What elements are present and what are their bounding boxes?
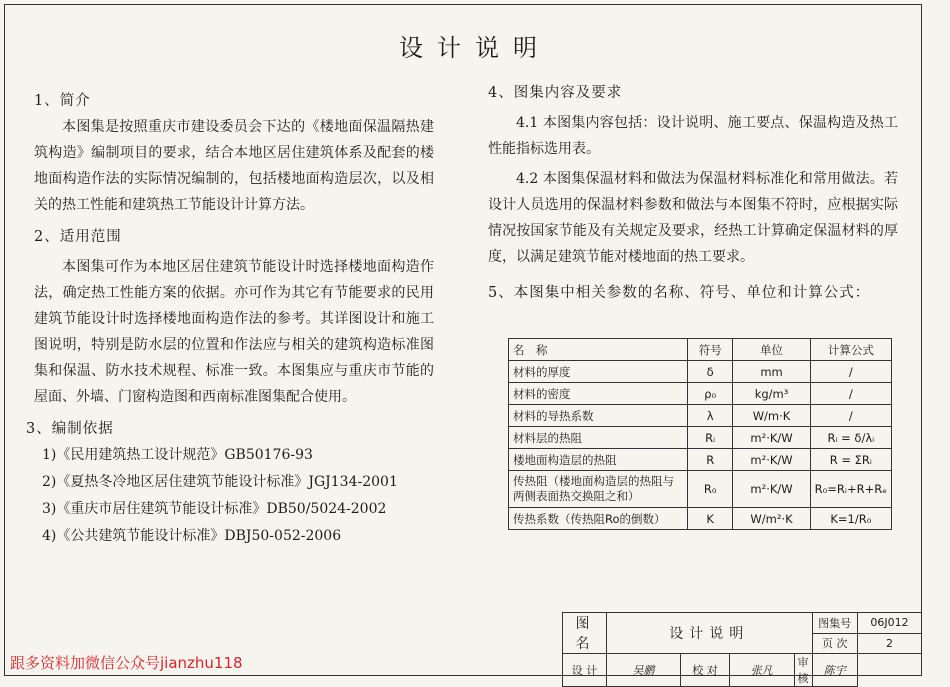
section-2-body: 本图集可作为本地区居住建筑节能设计时选择楼地面构造作法，确定热工性能方案的依据。亦可作为其它有节能要求的民用建筑节能设计时选择楼地面构造作法的参考。其详图设计和施工图说明，特别是防水层的位置和作法应与相关的建筑构造标准图集和保温、防水技术规程、标准一致。本图集应与重庆市节能的屋面、外墙、门窗构造图和西南标准图集配合使用。 bbox=[34, 259, 434, 405]
table-row bbox=[509, 508, 892, 530]
watermark-text: 跟多资料加微信公众号jianzhu118 bbox=[10, 654, 243, 672]
header-unit: 单位 bbox=[733, 339, 810, 361]
reviewer-signature: 陈宇 bbox=[812, 654, 857, 687]
section-3-heading: 3、编制依据 bbox=[26, 421, 114, 437]
header-name: 名 称 bbox=[509, 339, 688, 361]
cell-unit: kg/m³ bbox=[733, 383, 810, 405]
reference-list bbox=[34, 442, 434, 550]
left-column bbox=[26, 88, 434, 550]
cell-symbol: R₀ bbox=[688, 471, 733, 508]
section-2-heading: 2、适用范围 bbox=[34, 229, 122, 245]
table-row bbox=[509, 361, 892, 383]
atlas-number-label: 图集号 bbox=[812, 613, 857, 634]
page-number: 2 bbox=[857, 633, 921, 654]
table-row bbox=[509, 427, 892, 449]
section-5-heading: 5、本图集中相关参数的名称、符号、单位和计算公式： bbox=[488, 285, 871, 301]
cell-name: 材料的密度 bbox=[509, 383, 688, 405]
title-block bbox=[562, 612, 922, 687]
header-symbol: 符号 bbox=[688, 339, 733, 361]
table-header-row bbox=[509, 339, 892, 361]
section-4-para-1: 4.1 本图集内容包括：设计说明、施工要点、保温构造及热工性能指标选用表。 bbox=[488, 115, 898, 157]
reference-item: 1)《民用建筑热工设计规范》GB50176-93 bbox=[42, 447, 313, 463]
reference-item: 3)《重庆市居住建筑节能设计标准》DB50/5024-2002 bbox=[42, 501, 387, 517]
reviewer-label: 审 核 bbox=[794, 654, 812, 687]
cell-name: 传热系数（传热阻Ro的倒数） bbox=[509, 508, 688, 530]
page-title: 设计说明 bbox=[399, 34, 551, 62]
parameter-table bbox=[508, 338, 892, 530]
cell-formula: K=1/R₀ bbox=[810, 508, 891, 530]
checker-signature: 张凡 bbox=[730, 654, 794, 687]
section-4-heading: 4、图集内容及要求 bbox=[488, 85, 623, 101]
table-row bbox=[509, 449, 892, 471]
cell-unit: W/m²·K bbox=[733, 508, 810, 530]
cell-symbol: R bbox=[688, 449, 733, 471]
cell-name: 材料的导热系数 bbox=[509, 405, 688, 427]
cell-unit: mm bbox=[733, 361, 810, 383]
cell-symbol: Rᵢ bbox=[688, 427, 733, 449]
design-label: 设 计 bbox=[563, 654, 607, 687]
cell-name: 材料层的热阻 bbox=[509, 427, 688, 449]
atlas-number: 06J012 bbox=[857, 613, 921, 634]
cell-unit: W/m·K bbox=[733, 405, 810, 427]
cell-symbol: ρ₀ bbox=[688, 383, 733, 405]
table-row bbox=[509, 471, 892, 508]
cell-unit: m²·K/W bbox=[733, 449, 810, 471]
cell-unit: m²·K/W bbox=[733, 471, 810, 508]
cell-symbol: K bbox=[688, 508, 733, 530]
checker-label: 校 对 bbox=[680, 654, 729, 687]
drawing-name-value: 设计说明 bbox=[606, 613, 812, 654]
cell-formula: / bbox=[810, 383, 891, 405]
cell-name: 传热阻（楼地面构造层的热阻与两侧表面热交换阻之和） bbox=[509, 471, 688, 508]
cell-symbol: δ bbox=[688, 361, 733, 383]
section-1-heading: 1、简介 bbox=[34, 93, 91, 109]
cell-formula: / bbox=[810, 405, 891, 427]
table-row bbox=[509, 383, 892, 405]
cell-formula: Rᵢ = δ/λᵢ bbox=[810, 427, 891, 449]
reference-item: 2)《夏热冬冷地区居住建筑节能设计标准》JGJ134-2001 bbox=[42, 474, 398, 490]
designer-signature: 吴鹏 bbox=[606, 654, 680, 687]
page-number-label: 页 次 bbox=[812, 633, 857, 654]
cell-name: 材料的厚度 bbox=[509, 361, 688, 383]
table-row bbox=[509, 405, 892, 427]
cell-formula: R₀=Rᵢ+R+Rₑ bbox=[810, 471, 891, 508]
cell-name: 楼地面构造层的热阻 bbox=[509, 449, 688, 471]
section-1-body: 本图集是按照重庆市建设委员会下达的《楼地面保温隔热建筑构造》编制项目的要求，结合本地区居住建筑体系及配套的楼地面构造作法的实际情况编制的，包括楼地面构造层次，以及相关的热工性能和建筑热工节能设计计算方法。 bbox=[34, 119, 434, 213]
cell-formula: R = ΣRᵢ bbox=[810, 449, 891, 471]
right-column bbox=[488, 80, 898, 306]
cell-formula: / bbox=[810, 361, 891, 383]
reference-item: 4)《公共建筑节能设计标准》DBJ50-052-2006 bbox=[42, 528, 342, 544]
section-4-para-2: 4.2 本图集保温材料和做法为保温材料标准化和常用做法。若设计人员选用的保温材料参数和做法与本图集不符时，应根据实际情况按国家节能及有关规定及要求，经热工计算确定保温材料的厚度，以满足建筑节能对楼地面的热工要求。 bbox=[488, 171, 898, 265]
drawing-name-label: 图 名 bbox=[563, 613, 607, 654]
header-formula: 计算公式 bbox=[810, 339, 891, 361]
cell-symbol: λ bbox=[688, 405, 733, 427]
cell-unit: m²·K/W bbox=[733, 427, 810, 449]
